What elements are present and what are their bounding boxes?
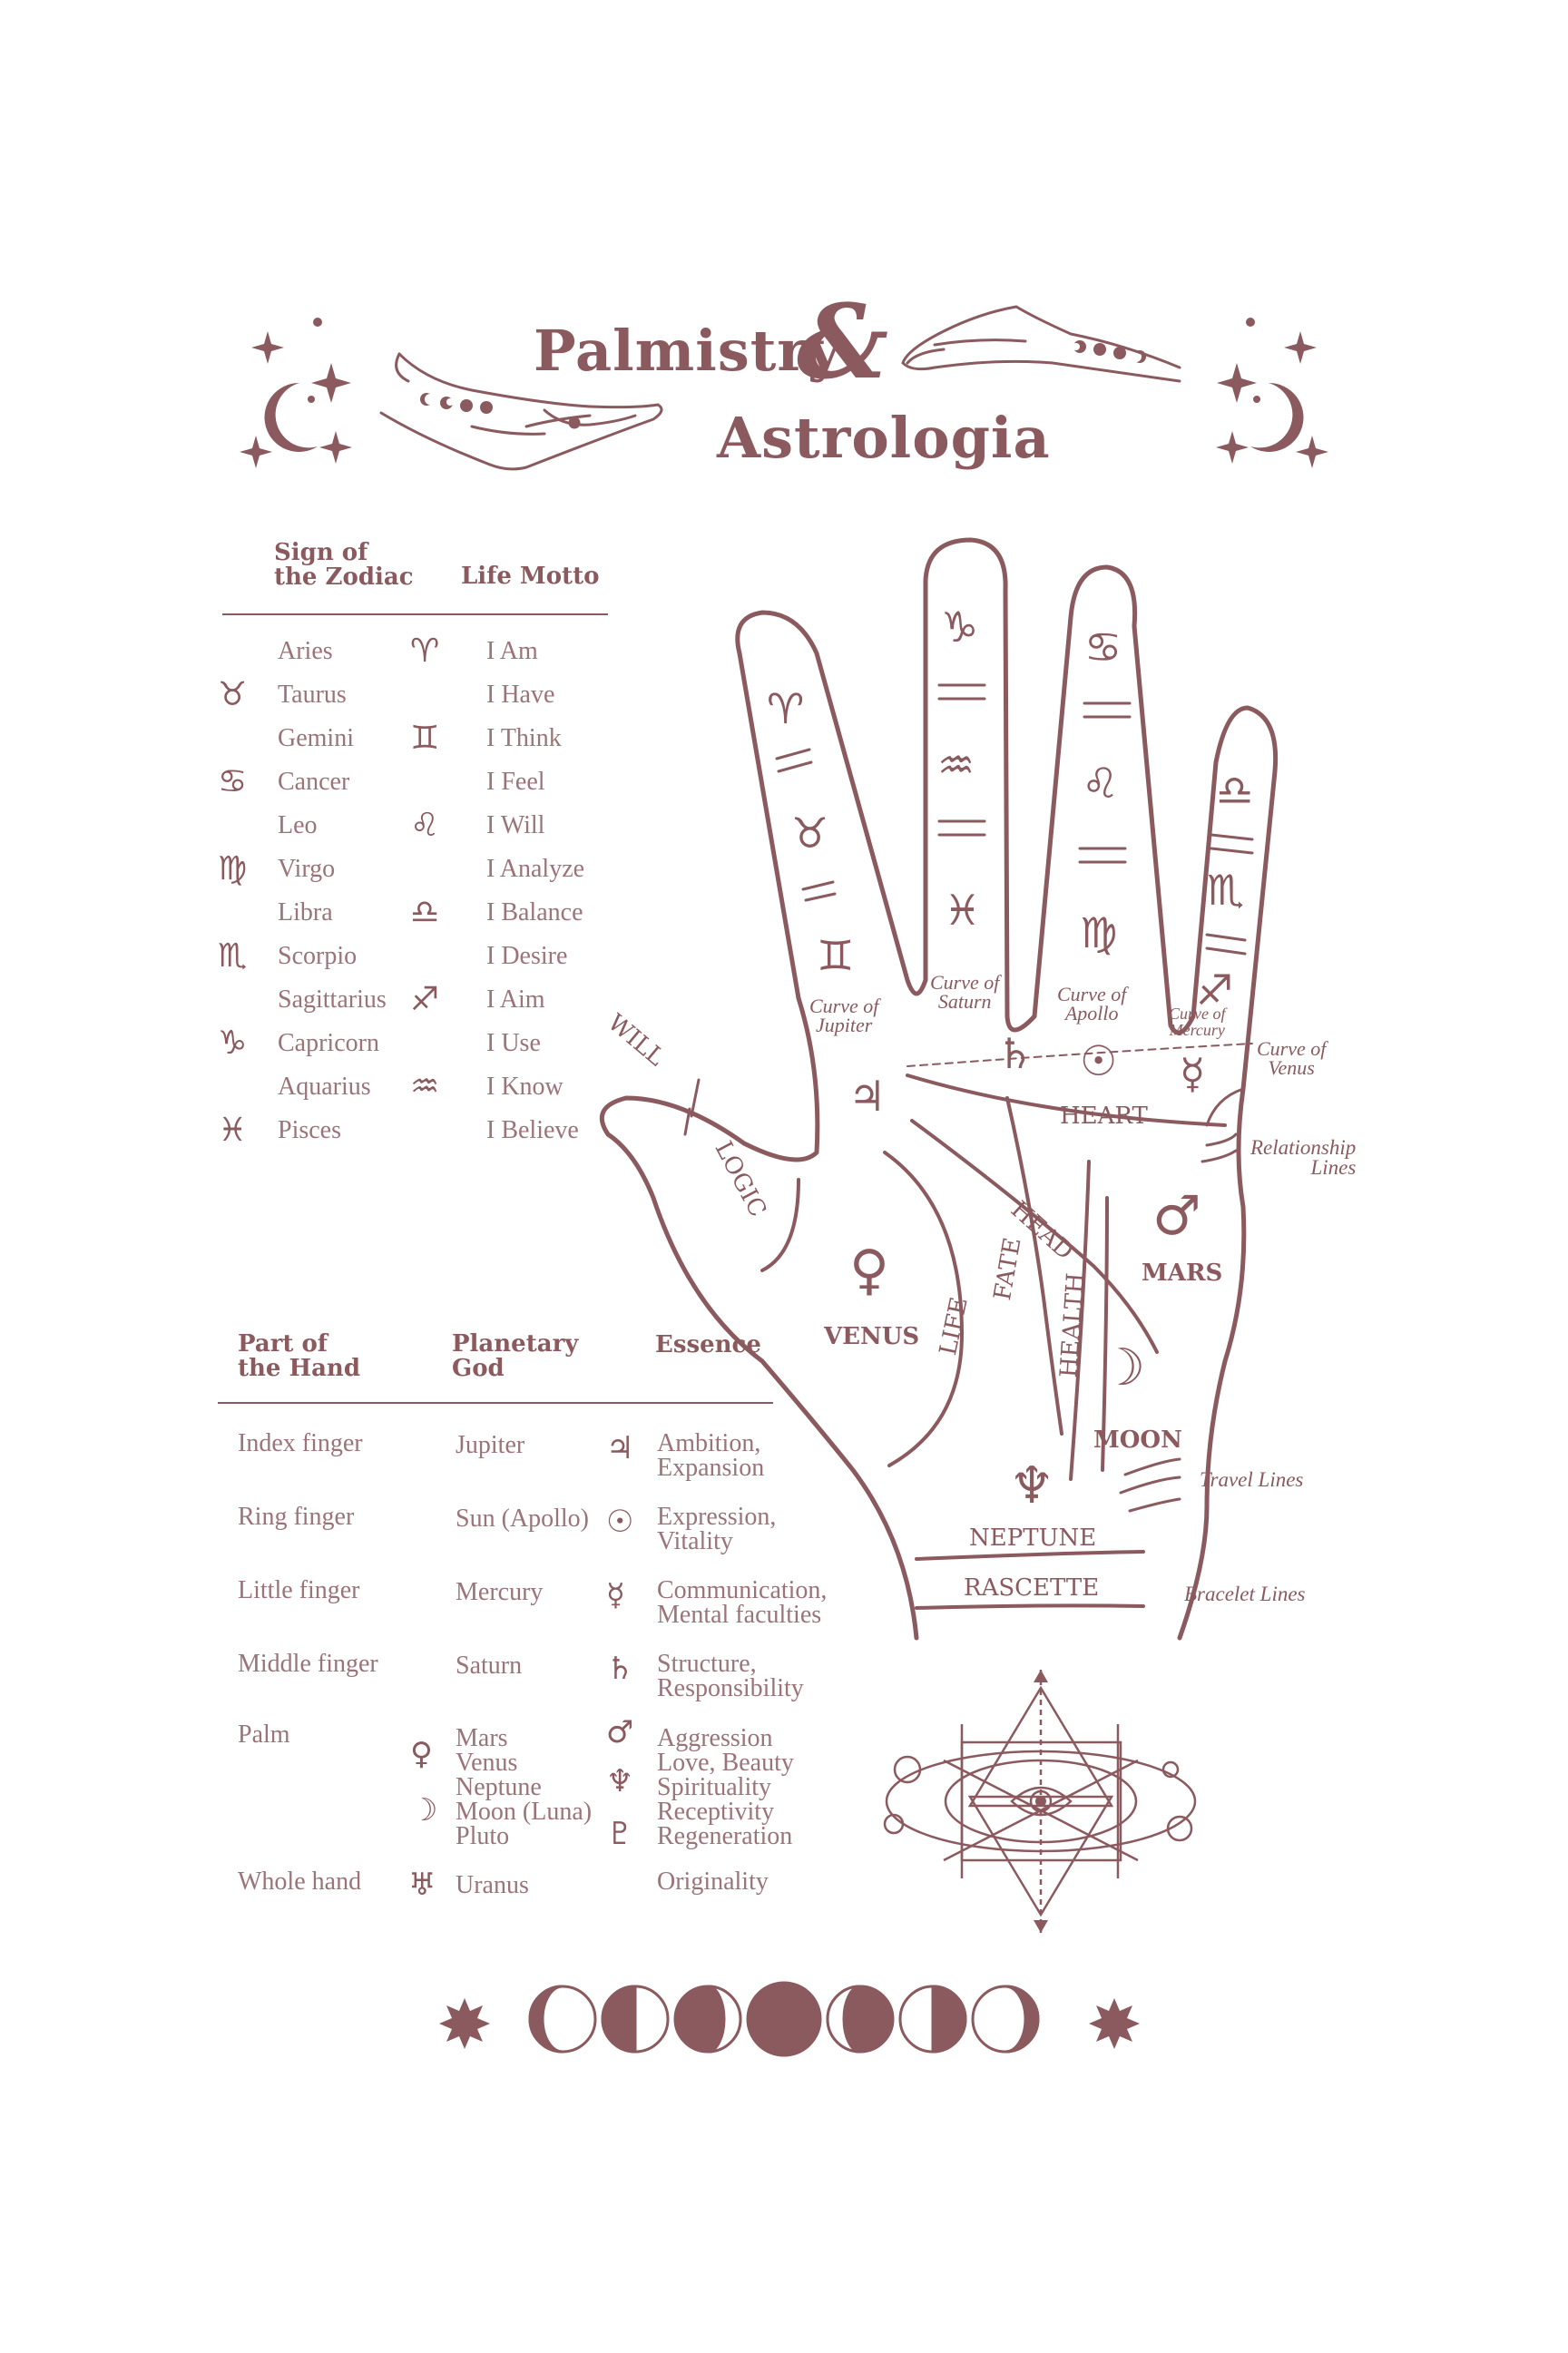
zodiac-sign-name: Taurus [278,681,347,709]
palm-essence: Aggression [657,1724,773,1752]
cancer-symbol-icon: ♋ [1084,623,1122,672]
zodiac-sign-name: Cancer [278,768,350,796]
hand-part-name: Ring finger [238,1503,355,1531]
life-motto: I Will [486,811,545,839]
pisces-symbol-icon: ♓ [944,886,982,935]
zodiac-sign-name: Gemini [278,724,354,752]
zodiac-symbol-icon: ♑ [218,1025,248,1062]
sun-symbol-icon: ☉ [1080,1036,1118,1085]
neptune-mount-icon: ♆ [1009,1456,1055,1515]
curve-of-mercury-label [1169,1005,1226,1038]
zodiac-sign-header-line2: the Zodiac [274,564,414,591]
gemini-symbol-icon: ♊ [817,931,855,980]
life-motto: I Think [486,724,562,752]
jupiter-symbol-icon: ♃ [848,1072,887,1121]
aquarius-symbol-icon: ♒ [937,740,975,789]
god-header-line2: God [452,1355,505,1382]
label-line: Curve of [930,971,1000,994]
life-motto: I Have [486,681,555,709]
palm-essence: Regeneration [657,1822,793,1850]
palm-essence: Spirituality [657,1773,771,1801]
whole-hand-part: Whole hand [238,1868,362,1896]
sagittarius-symbol-icon: ♐ [1196,966,1234,1015]
zodiac-sign-name: Aries [278,637,333,665]
capricorn-symbol-icon: ♑ [941,603,979,652]
whole-hand-god: Uranus [456,1871,529,1899]
health-line-label: HEALTH [1055,1271,1090,1379]
life-motto: I Analyze [486,855,585,883]
essence-header: Essence [655,1331,761,1358]
zodiac-sign-name: Sagittarius [278,985,387,1014]
whole-hand-essence: Originality [657,1868,769,1896]
mars-symbol-icon: ♂ [606,1714,634,1750]
label-line: Apollo [1064,1002,1119,1025]
life-motto-header: Life Motto [461,563,600,590]
zodiac-sign-name: Leo [278,811,318,839]
label-line: Jupiter [816,1014,873,1036]
life-motto: I Use [486,1029,541,1057]
scorpio-symbol-icon: ♏ [1207,866,1245,915]
planetary-god-name: Jupiter [456,1431,525,1459]
life-motto: I Desire [486,942,568,970]
neptune-line-label: NEPTUNE [969,1525,1097,1552]
uranus-symbol-icon: ♅ [408,1867,436,1903]
planetary-god-name: Mercury [456,1578,544,1606]
venus-mount-icon: ♀ [849,1239,889,1302]
zodiac-symbol-icon: ♒ [410,1068,440,1105]
zodiac-symbol-icon: ♈ [410,632,440,670]
heart-line-label: HEART [1060,1103,1148,1130]
venus-symbol-icon: ♀ [410,1736,433,1772]
planet-symbol-icon: ☉ [606,1504,634,1540]
zodiac-sign-name: Virgo [278,855,336,883]
rascette-line-label: RASCETTE [964,1574,1100,1602]
label-line: Curve of [1169,1005,1226,1023]
curve-of-apollo-label [1057,985,1126,1023]
part-header-line2: the Hand [238,1355,361,1382]
life-motto: I Am [486,637,538,665]
palm-essence: Receptivity [657,1798,775,1826]
essence-line: Ambition, [657,1429,761,1457]
planetary-god-name: Sun (Apollo) [456,1505,589,1533]
zodiac-symbol-icon: ♓ [218,1112,248,1149]
planet-symbol-icon: ☿ [606,1577,625,1613]
zodiac-sign-name: Aquarius [278,1073,371,1101]
zodiac-symbol-icon: ♏ [218,937,248,975]
mars-mount-icon: ♂ [1152,1184,1201,1248]
palm-part: Palm [238,1721,290,1749]
curve-of-saturn-label [930,973,999,1011]
planet-symbol-icon: ♄ [606,1651,634,1687]
life-motto: I Balance [486,898,583,926]
zodiac-sign-name: Scorpio [278,942,358,970]
zodiac-symbol-icon: ♋ [218,763,248,800]
travel-lines-label: Travel Lines [1200,1468,1304,1491]
pluto-symbol-icon: ♇ [606,1816,634,1852]
life-line-label: LIFE [935,1294,974,1358]
zodiac-symbol-icon: ♍ [218,850,248,887]
virgo-symbol-icon: ♍ [1080,908,1118,957]
label-line: Saturn [937,990,992,1013]
will-label: WILL [602,1009,670,1072]
relationship-lines-label [1250,1138,1356,1178]
moon-phase-row [439,1983,1140,2055]
hand-part-name: Index finger [238,1429,363,1457]
title-line-1: Palmistry [534,318,842,384]
zodiac-symbol-icon: ♎ [410,894,440,931]
hand-part-name: Middle finger [238,1650,378,1678]
label-line: Curve of [809,995,879,1017]
zodiac-symbol-icon: ♉ [218,676,248,713]
neptune-symbol-icon: ♆ [606,1763,634,1799]
label-line: Curve of [1257,1037,1327,1060]
sparkle-icon [439,1998,490,2049]
essence-line: Structure, [657,1650,757,1678]
planet-symbol-icon: ♃ [606,1430,634,1466]
curve-of-jupiter-label [809,996,878,1034]
aries-symbol-icon: ♈ [767,684,805,733]
title-ampersand: & [797,283,889,402]
palm-god: Pluto [456,1822,510,1850]
palm-god: Neptune [456,1773,542,1801]
label-line: Mercury [1169,1021,1225,1039]
bracelet-lines-label: Bracelet Lines [1184,1583,1306,1605]
palm-god: Moon (Luna) [456,1798,593,1826]
palm-god: Venus [456,1749,518,1777]
logic-line [762,1180,799,1270]
neptune-line [916,1552,1143,1559]
leo-symbol-icon: ♌ [1082,759,1120,808]
label-line: Curve of [1057,983,1127,1005]
title-line-2: Astrologia [717,405,1051,471]
part-header-line1: Part of [238,1330,328,1358]
life-motto: I Believe [486,1116,579,1144]
head-line-label: HEAD [1004,1196,1079,1266]
fate-line-label: FATE [989,1235,1027,1303]
saturn-symbol-icon: ♄ [996,1029,1034,1078]
palm-essence: Love, Beauty [657,1749,794,1777]
rascette-line [916,1605,1143,1608]
hand-outline [602,540,1275,1638]
essence-line: Mental faculties [657,1601,822,1629]
venus-mount-label: VENUS [824,1323,920,1350]
label-line: Relationship [1250,1136,1357,1159]
sparkle-icon [1089,1998,1140,2049]
planetary-god-name: Saturn [456,1652,523,1680]
taurus-symbol-icon: ♉ [791,809,829,858]
zodiac-sign-name: Libra [278,898,333,926]
label-line: Lines [1310,1156,1357,1179]
essence-line: Expression, [657,1503,777,1531]
moon-symbol-icon: ☽ [410,1792,438,1828]
zodiac-symbol-icon: ♊ [410,720,440,757]
hand-part-name: Little finger [238,1576,360,1604]
zodiac-sign-header-line1: Sign of [274,539,368,566]
moon-mount-label: MOON [1093,1427,1182,1454]
label-line: Venus [1268,1056,1315,1079]
libra-symbol-icon: ♎ [1216,766,1254,815]
logic-label: LOGIC [709,1137,772,1222]
palm-god: Mars [456,1724,508,1752]
moon-mount-icon: ☽ [1100,1338,1146,1397]
zodiac-sign-name: Pisces [278,1116,341,1144]
essence-line: Vitality [657,1527,733,1555]
mercury-symbol-icon: ☿ [1180,1049,1206,1098]
curve-of-venus-label [1257,1039,1326,1077]
zodiac-sign-name: Capricorn [278,1029,379,1057]
life-motto: I Know [486,1073,564,1101]
essence-line: Expansion [657,1454,765,1482]
life-motto: I Aim [486,985,545,1014]
essence-line: Responsibility [657,1674,804,1702]
zodiac-symbol-icon: ♐ [410,981,440,1018]
zodiac-symbol-icon: ♌ [410,807,440,844]
essence-line: Communication, [657,1576,828,1604]
life-motto: I Feel [486,768,545,796]
moon-phase-full [748,1983,820,2055]
god-header-line1: Planetary [452,1330,579,1358]
mars-mount-label: MARS [1142,1260,1223,1287]
